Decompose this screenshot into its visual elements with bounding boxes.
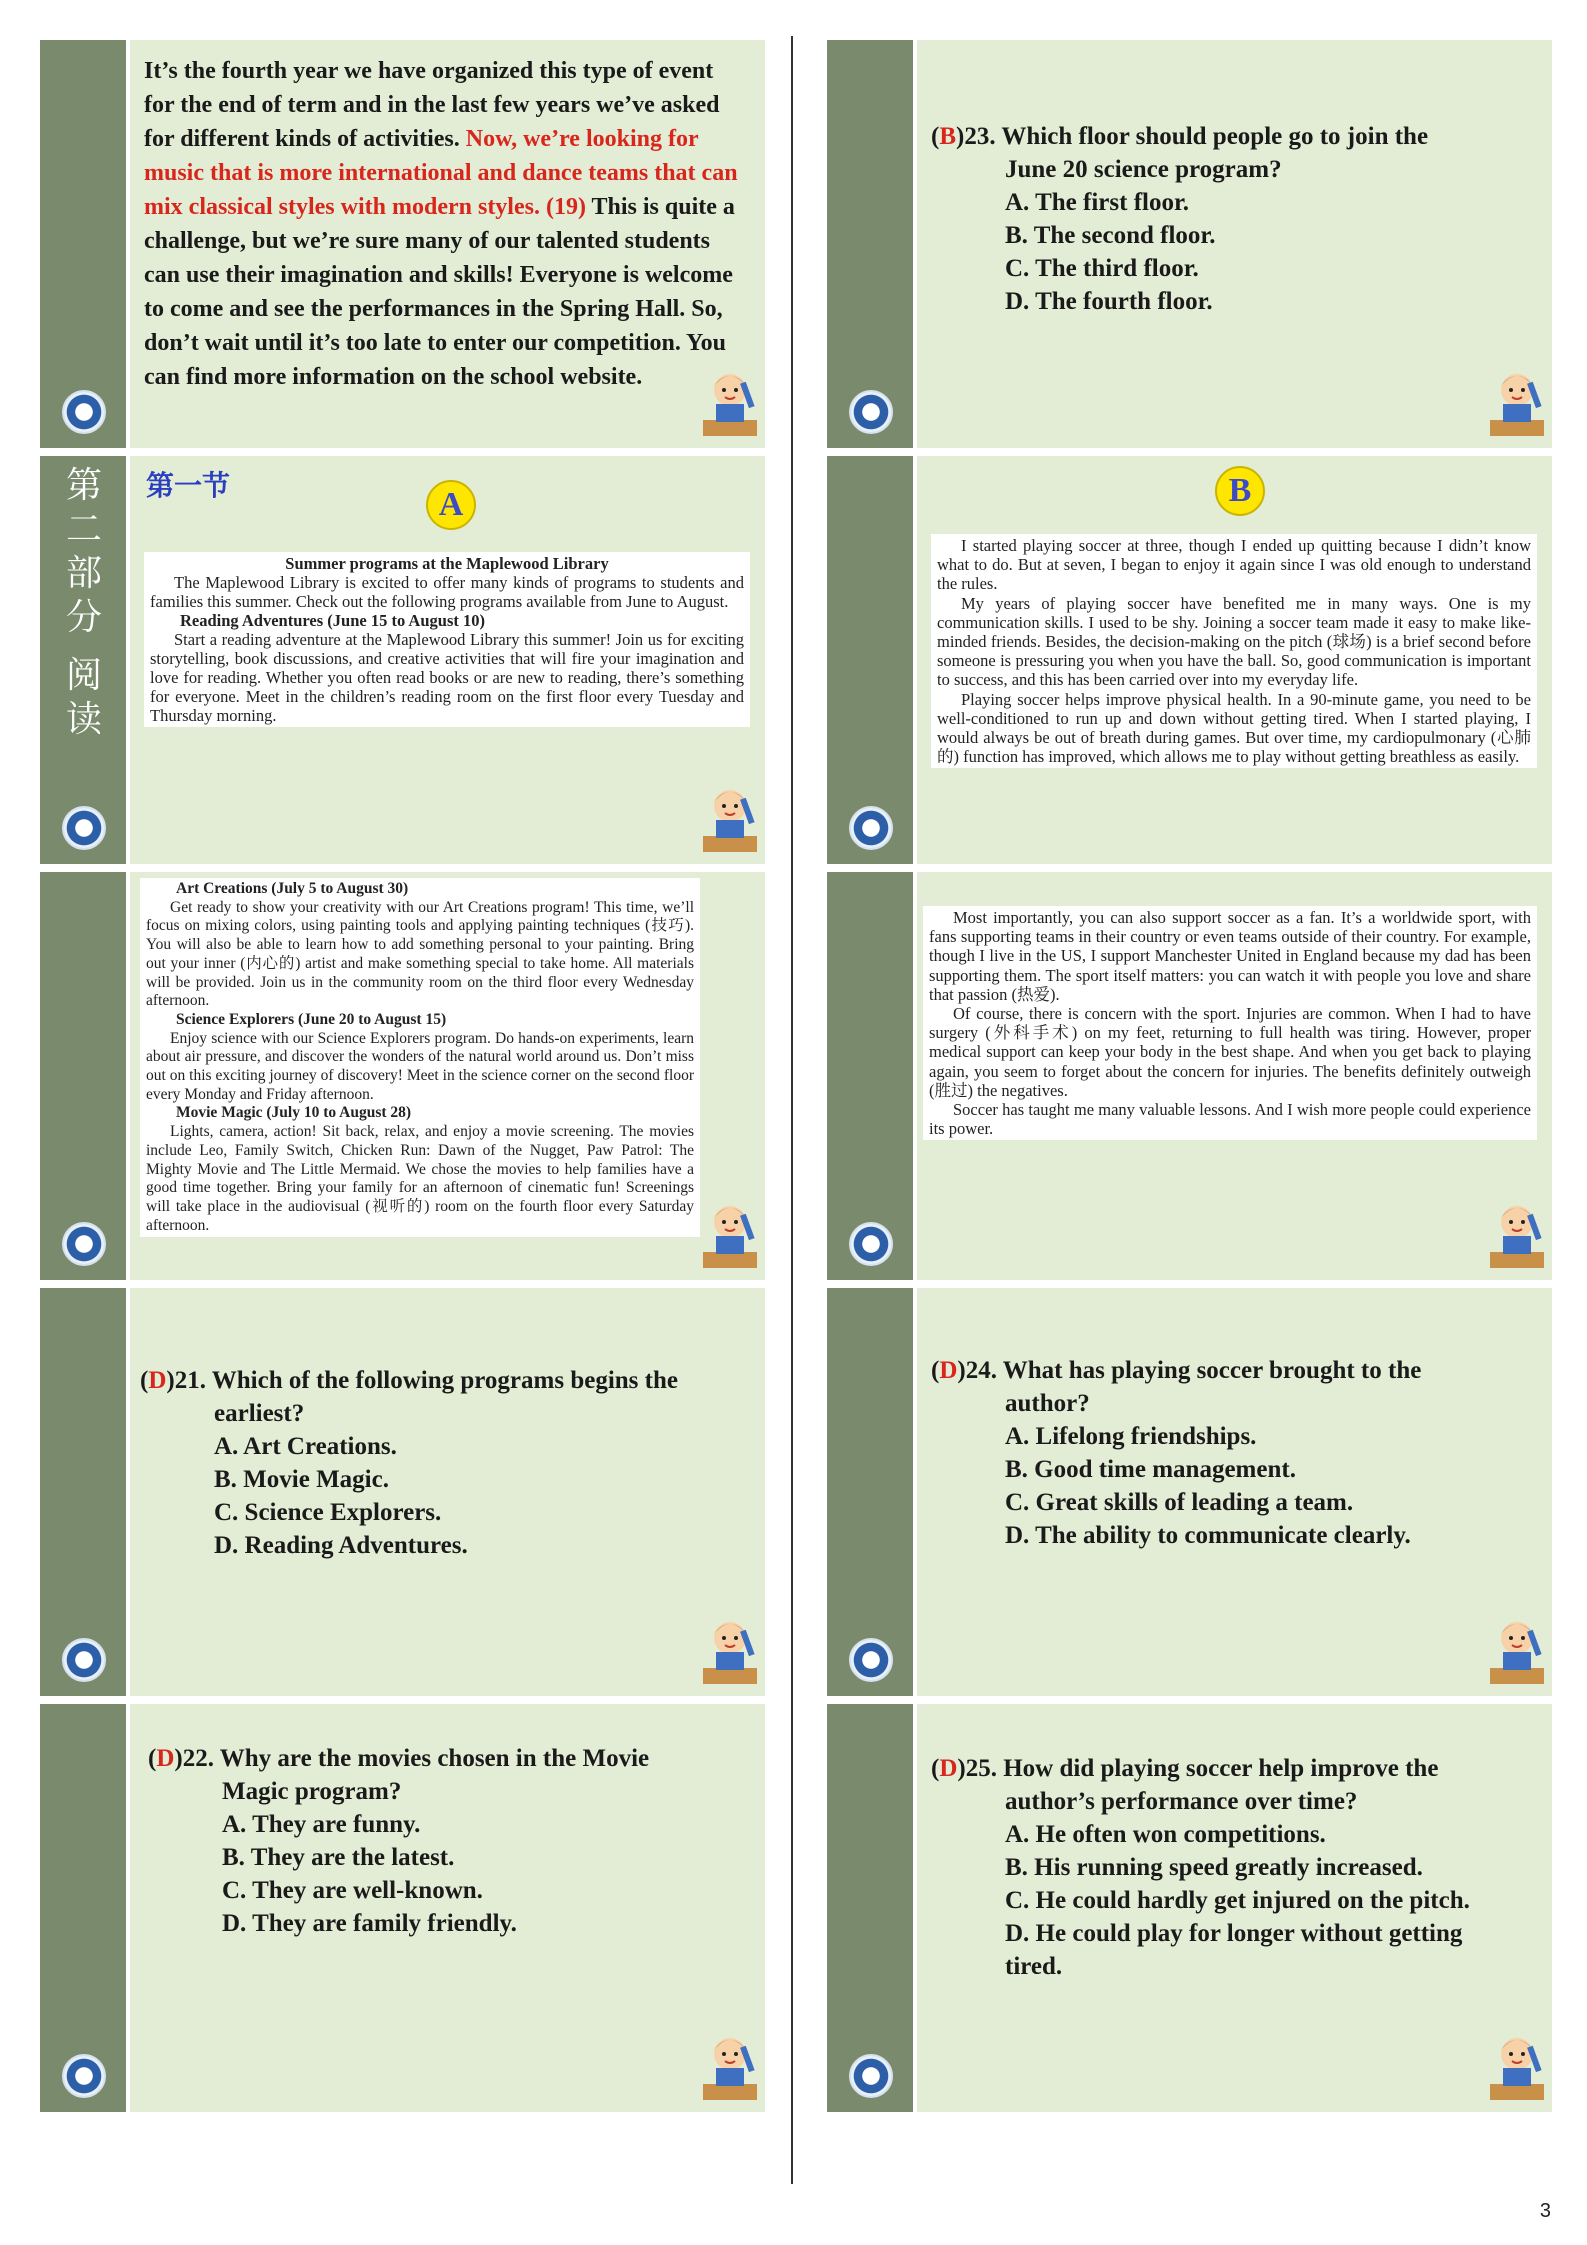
school-logo-icon — [849, 1638, 893, 1682]
option: D. Reading Adventures. — [214, 1532, 468, 1559]
school-logo-icon — [849, 806, 893, 850]
slide-question-25 — [827, 1704, 1552, 2112]
side-bar — [40, 1288, 126, 1696]
option: B. The second floor. — [1005, 222, 1216, 249]
student-mascot-icon — [699, 778, 761, 858]
passage-a-badge: A — [426, 480, 476, 530]
option: C. They are well-known. — [222, 1877, 483, 1904]
slide-question-21 — [40, 1288, 765, 1696]
slide-passage-end — [40, 40, 765, 448]
option: A. He often won competitions. — [1005, 1821, 1326, 1848]
side-bar — [827, 1288, 913, 1696]
question-25: (D)25. How did playing soccer help improve the author’s performance over time? A. He often won competitions. B. His running speed greatly increased. C. He could hardly get injured on the pitch. D. He could play for longer without getting tired. — [931, 1752, 1541, 1983]
option: B. Good time management. — [1005, 1456, 1296, 1483]
page-divider — [791, 36, 793, 2184]
option: A. They are funny. — [222, 1811, 421, 1838]
question-24: (D)24. What has playing soccer brought to the author? A. Lifelong friendships. B. Good time management. C. Great skills of leading a team. D. The ability to communicate clearly. — [931, 1354, 1541, 1552]
option: D. They are family friendly. — [222, 1910, 517, 1937]
side-bar — [827, 456, 913, 864]
slide-passage-a-part1 — [40, 456, 765, 864]
passage-a-text: Summer programs at the Maplewood Library The Maplewood Library is excited to offer many kinds of programs to students and families this summer. Check out the following programs available from June to August. Reading Adventures (June 15 to August 10) Start a reading adventure at the Maplewood Library this summer! Join us for exciting storytelling, book discussions, and creative activities that will fire your imagination and love for reading. Whether you often read books or are new to reading, there’s something for everyone. Meet in the children’s reading room on the first floor every Tuesday and Thursday morning. — [144, 552, 750, 727]
school-logo-icon — [849, 390, 893, 434]
school-logo-icon — [62, 1638, 106, 1682]
school-logo-icon — [62, 806, 106, 850]
option: B. Movie Magic. — [214, 1466, 389, 1493]
option: D. The ability to communicate clearly. — [1005, 1522, 1411, 1549]
option: D. He could play for longer without getting — [1005, 1920, 1463, 1947]
answer-25: D — [939, 1755, 958, 1782]
side-bar — [827, 40, 913, 448]
side-bar — [827, 1704, 913, 2112]
school-logo-icon — [62, 1222, 106, 1266]
side-bar — [40, 872, 126, 1280]
part-two-reading-title: 第 二 部 分 阅 读 — [65, 465, 102, 740]
question-23: (B)23. Which floor should people go to join the June 20 science program? A. The first floor. B. The second floor. C. The third floor. D. The fourth floor. — [931, 120, 1541, 318]
passage-a-programs: Art Creations (July 5 to August 30) Get ready to show your creativity with our Art Creations program! This time, we’ll focus on mixing colors, using painting tools and applying painting techniques (技巧). You will also be able to learn how to add something personal to your painting. Bring out your inner (内心的) artist and make something special to take home. All materials will be provided. Join us in the community room on the third floor every Wednesday afternoon. Science Explorers (June 20 to August 15) Enjoy science with our Science Explorers program. Do hands-on experiments, learn about air pressure, and discover the wonders of the natural world around us. Don’t miss out on this exciting journey of discovery! Meet in the science corner on the second floor every Monday and Friday afternoon. Movie Magic (July 10 to August 28) Lights, camera, action! Sit back, relax, and enjoy a movie screening. The movies include Leo, Family Switch, Chicken Run: Dawn of the Nugget, Paw Patrol: The Mighty Movie and The Little Mermaid. We chose the movies to help families have a good time together. Bring your family for an afternoon of cinematic fun! Screenings will take place in the audiovisual (视听的) room on the fourth floor every Saturday afternoon. — [140, 878, 700, 1237]
option: C. Science Explorers. — [214, 1499, 442, 1526]
option: A. Lifelong friendships. — [1005, 1423, 1257, 1450]
answer-21: D — [148, 1367, 167, 1394]
option-continued: tired. — [1005, 1953, 1063, 1980]
student-mascot-icon — [699, 2026, 761, 2106]
passage-b-badge: B — [1215, 466, 1265, 516]
answer-23: B — [939, 123, 957, 150]
school-logo-icon — [62, 390, 106, 434]
answer-24: D — [939, 1357, 958, 1384]
option: C. The third floor. — [1005, 255, 1199, 282]
student-mascot-icon — [1486, 362, 1548, 442]
side-bar — [40, 40, 126, 448]
slide-passage-b-part2 — [827, 872, 1552, 1280]
option: B. His running speed greatly increased. — [1005, 1854, 1423, 1881]
school-logo-icon — [62, 2054, 106, 2098]
option: A. The first floor. — [1005, 189, 1190, 216]
option: D. The fourth floor. — [1005, 288, 1213, 315]
school-logo-icon — [849, 2054, 893, 2098]
side-bar — [40, 1704, 126, 2112]
option: B. They are the latest. — [222, 1844, 455, 1871]
passage-text: It’s the fourth year we have organized this type of event for the end of term and in the last few years we’ve asked for different kinds of activities. Now, we’re looking for music that is more international and dance teams that can mix classical styles with modern styles. (19) This is quite a challenge, but we’re sure many of our talented students can use their imagination and skills! Everyone is welcome to come and see the performances in the Spring Hall. So, don’t wait until it’s too late to enter our competition. You can find more information on the school website. — [144, 58, 738, 390]
slide-question-24 — [827, 1288, 1552, 1696]
school-logo-icon — [849, 1222, 893, 1266]
slide-passage-a-part2 — [40, 872, 765, 1280]
slide-passage-b-part1 — [827, 456, 1552, 864]
page-number: 3 — [1539, 2200, 1551, 2222]
side-bar — [827, 872, 913, 1280]
slide-question-22 — [40, 1704, 765, 2112]
answer-22: D — [156, 1745, 175, 1772]
student-mascot-icon — [699, 1194, 761, 1274]
passage-b-continued: Most importantly, you can also support soccer as a fan. It’s a worldwide sport, with fans supporting teams in their country or even teams outside of their country. For example, though I live in the US, I support Manchester United in England because my dad has been supporting them. The sport itself matters: you can watch it with people you love and share that passion (热爱). Of course, there is concern with the sport. Injuries are common. When I had to have surgery (外科手术) on my feet, returning to full health was tiring. However, proper medical support can keep your body in the best shape. And when you get back to playing again, you seem to forget about the concern for injuries. The benefits definitely outweigh (胜过) the negatives. Soccer has taught me many valuable lessons. And I wish more people could experience its power. — [923, 906, 1537, 1140]
option: A. Art Creations. — [214, 1433, 397, 1460]
question-22: (D)22. Why are the movies chosen in the Movie Magic program? A. They are funny. B. They are the latest. C. They are well-known. D. They are family friendly. — [148, 1742, 758, 1940]
student-mascot-icon — [1486, 2026, 1548, 2106]
question-21: (D)21. Which of the following programs begins the earliest? A. Art Creations. B. Movie Magic. C. Science Explorers. D. Reading Adventures. — [140, 1364, 750, 1562]
option: C. He could hardly get injured on the pitch. — [1005, 1887, 1470, 1914]
passage-b-text: I started playing soccer at three, though I ended up quitting because I didn’t know what to do. But at seven, I began to enjoy it again since I was old enough to understand the rules. My years of playing soccer have benefited me in many ways. One is my communication skills. I used to be shy. Joining a soccer team made it easy to make like-minded friends. Besides, the decision-making on the pitch (球场) is a brief second before someone is pressuring you when you have the ball. So, good communication is important to success, and this has been carried over into my everyday life. Playing soccer helps improve physical health. In a 90-minute game, you need to be well-conditioned to run up and down without getting tired. When I started playing, I would always be out of breath during games. But over time, my cardiopulmonary (心肺的) function has improved, which allows me to play without getting breathless as easily. — [931, 534, 1537, 768]
section-label: 第一节 — [146, 469, 231, 502]
student-mascot-icon — [1486, 1610, 1548, 1690]
slide-question-23 — [827, 40, 1552, 448]
student-mascot-icon — [1486, 1194, 1548, 1274]
student-mascot-icon — [699, 1610, 761, 1690]
option: C. Great skills of leading a team. — [1005, 1489, 1354, 1516]
